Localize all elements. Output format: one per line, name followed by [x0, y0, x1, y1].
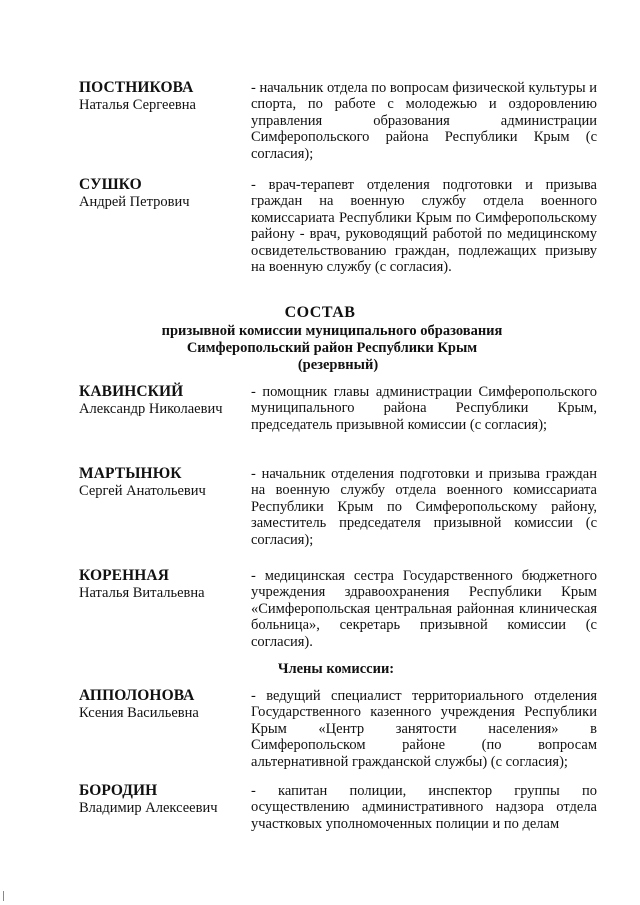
member-given-name: Ксения Васильевна: [79, 705, 199, 722]
member-description: - начальник отделения подготовки и призыва граждан на военную службу отдела военного комиссариата Республики Крым по Симферопольскому району, заместитель председателя призывной комиссии (с согласия);: [251, 466, 597, 548]
member-name: [79, 80, 249, 114]
member-surname: ПОСТНИКОВА: [79, 79, 194, 96]
member-description: - начальник отдела по вопросам физической культуры и спорта, по работе с молодежью и оздоровлению управления образования администрации Симферопольского района Республики Крым (с согласия);: [251, 80, 598, 162]
member-description: - ведущий специалист территориального отделения Государственного казенного учреждения Республики Крым «Центр занятости населения» в Симферопольском районе (по вопросам альтернативной гражданской службы) (с согласия);: [251, 688, 597, 770]
members-heading: Члены комиссии:: [277, 661, 395, 677]
scan-edge-mark: [3, 891, 4, 901]
member-surname: МАРТЫНЮК: [79, 465, 182, 482]
member-description: - медицинская сестра Государственного бюджетного учреждения здравоохранения Республики Крым «Симферопольская центральная районная клиническая больница», секретарь призывной комиссии (с согласия).: [251, 568, 597, 650]
member-surname: АППОЛОНОВА: [79, 687, 195, 704]
member-surname: КОРЕННАЯ: [79, 567, 170, 584]
member-description: - помощник главы администрации Симферопольского муниципального района Республики Крым, председатель призывной комиссии (с согласия);: [251, 384, 597, 433]
member-given-name: Сергей Анатольевич: [79, 483, 206, 500]
member-name: [79, 688, 249, 722]
member-given-name: Александр Николаевич: [79, 401, 223, 418]
member-name: [79, 568, 249, 602]
member-name: [79, 384, 249, 418]
member-given-name: Андрей Петрович: [79, 194, 190, 211]
member-surname: КАВИНСКИЙ: [79, 383, 184, 400]
member-name: [79, 466, 249, 500]
member-name: [79, 177, 249, 211]
member-description: - капитан полиции, инспектор группы по осуществлению административного надзора отдела участковых уполномоченных полиции и по делам: [251, 783, 597, 832]
section-subtitle-line-2: Симферопольский район Республики Крым: [186, 340, 478, 356]
member-surname: СУШКО: [79, 176, 142, 193]
member-given-name: Наталья Витальевна: [79, 585, 205, 602]
section-title: СОСТАВ: [284, 304, 356, 321]
member-surname: БОРОДИН: [79, 782, 158, 799]
section-subtitle-line-1: призывной комиссии муниципального образования: [161, 323, 503, 339]
member-description: - врач-терапевт отделения подготовки и призыва граждан на военную службу отдела военного комиссариата Республики Крым по Симферопольскому району - врач, руководящий работой по медицинскому освидетельствованию граждан, подлежащих призыву на военную службу (с согласия).: [251, 177, 597, 276]
member-name: [79, 783, 249, 817]
member-given-name: Владимир Алексеевич: [79, 800, 218, 817]
section-subtitle-line-3: (резервный): [297, 357, 379, 373]
member-given-name: Наталья Сергеевна: [79, 97, 196, 114]
